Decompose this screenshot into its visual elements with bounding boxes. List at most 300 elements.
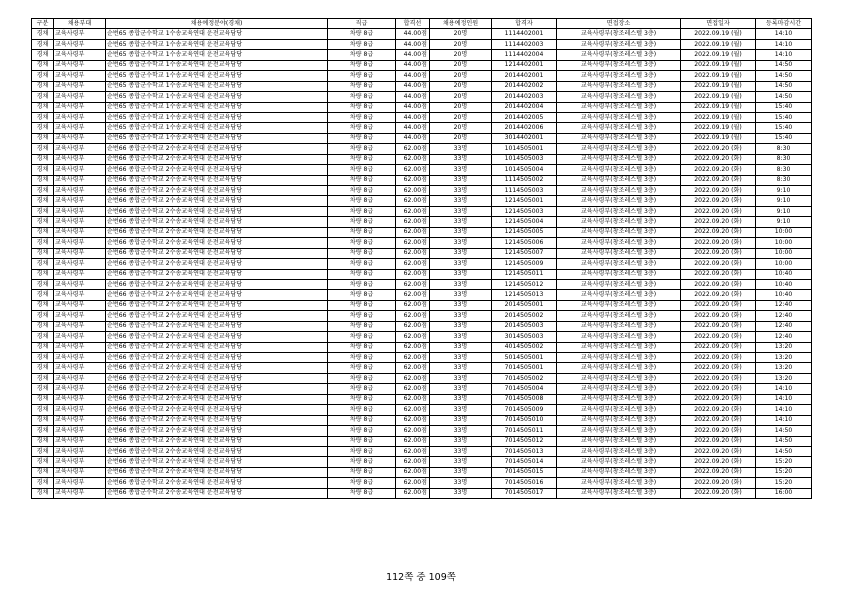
cell-applicant-id: 1014505004 (492, 165, 557, 175)
cell-grade: 차량 8급 (328, 363, 396, 373)
cell-registration-deadline: 12:40 (756, 321, 812, 331)
cell-registration-deadline: 14:50 (756, 92, 812, 102)
cell-registration-deadline: 13:20 (756, 373, 812, 383)
cell-unit: 교육사령부 (54, 394, 106, 404)
cell-applicant-id: 7014505011 (492, 426, 557, 436)
cell-applicant-id: 7014505009 (492, 405, 557, 415)
cell-planned-count: 33명 (430, 467, 492, 477)
cell-field: 순번66 종합군수학교 2수송교육연대 운전교육담당 (106, 300, 328, 310)
cell-interview-location: 교육사령부(창조레스텔 3층) (557, 165, 681, 175)
cell-unit: 교육사령부 (54, 446, 106, 456)
cell-type: 경채 (32, 217, 54, 227)
cell-field: 순번66 종합군수학교 2수송교육연대 운전교육담당 (106, 165, 328, 175)
header-interview-location: 면접장소 (557, 19, 681, 29)
cell-cutoff: 62.00점 (396, 436, 430, 446)
table-row (32, 332, 812, 342)
cell-applicant-id: 2014402003 (492, 92, 557, 102)
cell-unit: 교육사령부 (54, 415, 106, 425)
cell-interview-date: 2022.09.20 (화) (681, 154, 756, 164)
cell-planned-count: 33명 (430, 415, 492, 425)
cell-interview-date: 2022.09.19 (월) (681, 50, 756, 60)
cell-grade: 차량 8급 (328, 259, 396, 269)
cell-applicant-id: 2014402005 (492, 112, 557, 122)
cell-type: 경채 (32, 332, 54, 342)
cell-interview-date: 2022.09.20 (화) (681, 248, 756, 258)
table-header-row (32, 19, 812, 29)
cell-interview-location: 교육사령부(창조레스텔 3층) (557, 186, 681, 196)
cell-type: 경채 (32, 353, 54, 363)
cell-cutoff: 44.00점 (396, 102, 430, 112)
cell-type: 경채 (32, 196, 54, 206)
cell-registration-deadline: 14:10 (756, 29, 812, 39)
cell-planned-count: 20명 (430, 123, 492, 133)
cell-grade: 차량 8급 (328, 39, 396, 49)
cell-interview-location: 교육사령부(창조레스텔 3층) (557, 446, 681, 456)
cell-interview-date: 2022.09.20 (화) (681, 144, 756, 154)
cell-planned-count: 33명 (430, 227, 492, 237)
table-row (32, 29, 812, 39)
cell-field: 순번66 종합군수학교 2수송교육연대 운전교육담당 (106, 248, 328, 258)
cell-interview-date: 2022.09.20 (화) (681, 186, 756, 196)
cell-interview-date: 2022.09.20 (화) (681, 196, 756, 206)
cell-grade: 차량 8급 (328, 186, 396, 196)
cell-interview-location: 교육사령부(창조레스텔 3층) (557, 217, 681, 227)
cell-type: 경채 (32, 186, 54, 196)
cell-planned-count: 33명 (430, 259, 492, 269)
table-row (32, 175, 812, 185)
cell-interview-date: 2022.09.20 (화) (681, 290, 756, 300)
cell-field: 순번66 종합군수학교 2수송교육연대 운전교육담당 (106, 384, 328, 394)
cell-interview-date: 2022.09.20 (화) (681, 332, 756, 342)
cell-applicant-id: 2014505003 (492, 321, 557, 331)
cell-field: 순번66 종합군수학교 2수송교육연대 운전교육담당 (106, 279, 328, 289)
cell-grade: 차량 8급 (328, 60, 396, 70)
cell-applicant-id: 2014402006 (492, 123, 557, 133)
table-row (32, 227, 812, 237)
cell-field: 순번65 종합군수학교 1수송교육연대 운전교육담당 (106, 112, 328, 122)
cell-applicant-id: 1114402003 (492, 39, 557, 49)
cell-registration-deadline: 12:40 (756, 300, 812, 310)
cell-type: 경채 (32, 290, 54, 300)
cell-unit: 교육사령부 (54, 81, 106, 91)
cell-grade: 차량 8급 (328, 71, 396, 81)
header-type: 구분 (32, 19, 54, 29)
cell-interview-date: 2022.09.20 (화) (681, 217, 756, 227)
cell-interview-date: 2022.09.20 (화) (681, 321, 756, 331)
cell-cutoff: 62.00점 (396, 457, 430, 467)
cell-registration-deadline: 15:20 (756, 457, 812, 467)
cell-planned-count: 33명 (430, 154, 492, 164)
cell-unit: 교육사령부 (54, 133, 106, 143)
cell-field: 순번66 종합군수학교 2수송교육연대 운전교육담당 (106, 415, 328, 425)
cell-type: 경채 (32, 206, 54, 216)
header-planned-count: 채용예정인원 (430, 19, 492, 29)
cell-applicant-id: 1214505012 (492, 279, 557, 289)
cell-type: 경채 (32, 373, 54, 383)
cell-interview-date: 2022.09.20 (화) (681, 478, 756, 488)
cell-applicant-id: 7014505001 (492, 363, 557, 373)
cell-interview-location: 교육사령부(창조레스텔 3층) (557, 415, 681, 425)
cell-unit: 교육사령부 (54, 405, 106, 415)
cell-applicant-id: 1114402001 (492, 29, 557, 39)
cell-planned-count: 20명 (430, 102, 492, 112)
cell-interview-location: 교육사령부(창조레스텔 3층) (557, 279, 681, 289)
cell-unit: 교육사령부 (54, 154, 106, 164)
cell-unit: 교육사령부 (54, 311, 106, 321)
cell-field: 순번66 종합군수학교 2수송교육연대 운전교육담당 (106, 363, 328, 373)
cell-interview-date: 2022.09.20 (화) (681, 467, 756, 477)
cell-field: 순번66 종합군수학교 2수송교육연대 운전교육담당 (106, 290, 328, 300)
cell-type: 경채 (32, 81, 54, 91)
cell-type: 경채 (32, 248, 54, 258)
cell-cutoff: 44.00점 (396, 112, 430, 122)
cell-interview-date: 2022.09.20 (화) (681, 488, 756, 498)
cell-grade: 차량 8급 (328, 29, 396, 39)
cell-registration-deadline: 10:00 (756, 227, 812, 237)
cell-grade: 차량 8급 (328, 426, 396, 436)
cell-registration-deadline: 14:50 (756, 426, 812, 436)
cell-cutoff: 44.00점 (396, 39, 430, 49)
cell-interview-date: 2022.09.20 (화) (681, 446, 756, 456)
cell-interview-location: 교육사령부(창조레스텔 3층) (557, 394, 681, 404)
cell-cutoff: 62.00점 (396, 206, 430, 216)
cell-type: 경채 (32, 39, 54, 49)
cell-cutoff: 62.00점 (396, 196, 430, 206)
cell-field: 순번65 종합군수학교 1수송교육연대 운전교육담당 (106, 81, 328, 91)
cell-registration-deadline: 14:50 (756, 71, 812, 81)
cell-interview-date: 2022.09.20 (화) (681, 426, 756, 436)
cell-grade: 차량 8급 (328, 436, 396, 446)
cell-grade: 차량 8급 (328, 353, 396, 363)
page-number: 112쪽 중 109쪽 (386, 572, 456, 583)
cell-cutoff: 62.00점 (396, 144, 430, 154)
cell-grade: 차량 8급 (328, 373, 396, 383)
cell-type: 경채 (32, 467, 54, 477)
cell-interview-location: 교육사령부(창조레스텔 3층) (557, 144, 681, 154)
cell-interview-date: 2022.09.20 (화) (681, 342, 756, 352)
cell-unit: 교육사령부 (54, 426, 106, 436)
cell-type: 경채 (32, 259, 54, 269)
cell-type: 경채 (32, 133, 54, 143)
cell-type: 경채 (32, 165, 54, 175)
cell-field: 순번66 종합군수학교 2수송교육연대 운전교육담당 (106, 206, 328, 216)
cell-grade: 차량 8급 (328, 165, 396, 175)
cell-registration-deadline: 9:10 (756, 206, 812, 216)
cell-registration-deadline: 10:40 (756, 269, 812, 279)
cell-unit: 교육사령부 (54, 92, 106, 102)
cell-type: 경채 (32, 71, 54, 81)
cell-grade: 차량 8급 (328, 175, 396, 185)
cell-cutoff: 62.00점 (396, 269, 430, 279)
cell-registration-deadline: 14:10 (756, 39, 812, 49)
table-row (32, 238, 812, 248)
cell-unit: 교육사령부 (54, 123, 106, 133)
table-row (32, 405, 812, 415)
cell-planned-count: 33명 (430, 290, 492, 300)
cell-field: 순번66 종합군수학교 2수송교육연대 운전교육담당 (106, 154, 328, 164)
cell-planned-count: 33명 (430, 332, 492, 342)
cell-planned-count: 33명 (430, 342, 492, 352)
table-row (32, 363, 812, 373)
cell-planned-count: 20명 (430, 133, 492, 143)
cell-interview-date: 2022.09.19 (월) (681, 123, 756, 133)
cell-field: 순번65 종합군수학교 1수송교육연대 운전교육담당 (106, 29, 328, 39)
table-row (32, 488, 812, 498)
table-row (32, 478, 812, 488)
cell-interview-date: 2022.09.20 (화) (681, 165, 756, 175)
table-row (32, 311, 812, 321)
cell-grade: 차량 8급 (328, 478, 396, 488)
cell-registration-deadline: 15:40 (756, 112, 812, 122)
cell-unit: 교육사령부 (54, 238, 106, 248)
cell-interview-date: 2022.09.20 (화) (681, 353, 756, 363)
cell-applicant-id: 7014505013 (492, 446, 557, 456)
cell-unit: 교육사령부 (54, 39, 106, 49)
cell-type: 경채 (32, 426, 54, 436)
cell-unit: 교육사령부 (54, 29, 106, 39)
cell-field: 순번66 종합군수학교 2수송교육연대 운전교육담당 (106, 457, 328, 467)
table-row (32, 457, 812, 467)
cell-grade: 차량 8급 (328, 311, 396, 321)
cell-unit: 교육사령부 (54, 60, 106, 70)
cell-planned-count: 33명 (430, 217, 492, 227)
cell-planned-count: 33명 (430, 436, 492, 446)
table-row (32, 415, 812, 425)
table-row (32, 248, 812, 258)
cell-applicant-id: 2014505002 (492, 311, 557, 321)
cell-unit: 교육사령부 (54, 457, 106, 467)
table-row (32, 165, 812, 175)
table-row (32, 133, 812, 143)
cell-field: 순번66 종합군수학교 2수송교육연대 운전교육담당 (106, 196, 328, 206)
cell-grade: 차량 8급 (328, 248, 396, 258)
cell-applicant-id: 1114505002 (492, 175, 557, 185)
cell-applicant-id: 7014505014 (492, 457, 557, 467)
cell-grade: 차량 8급 (328, 405, 396, 415)
cell-type: 경채 (32, 321, 54, 331)
cell-grade: 차량 8급 (328, 332, 396, 342)
cell-unit: 교육사령부 (54, 290, 106, 300)
cell-interview-location: 교육사령부(창조레스텔 3층) (557, 290, 681, 300)
cell-type: 경채 (32, 436, 54, 446)
cell-interview-date: 2022.09.20 (화) (681, 311, 756, 321)
cell-planned-count: 33명 (430, 311, 492, 321)
cell-interview-location: 교육사령부(창조레스텔 3층) (557, 29, 681, 39)
cell-unit: 교육사령부 (54, 50, 106, 60)
cell-type: 경채 (32, 269, 54, 279)
cell-interview-location: 교육사령부(창조레스텔 3층) (557, 269, 681, 279)
cell-grade: 차량 8급 (328, 123, 396, 133)
cell-grade: 차량 8급 (328, 384, 396, 394)
cell-interview-location: 교육사령부(창조레스텔 3층) (557, 332, 681, 342)
cell-registration-deadline: 10:00 (756, 259, 812, 269)
cell-cutoff: 62.00점 (396, 290, 430, 300)
cell-applicant-id: 1014505003 (492, 154, 557, 164)
cell-registration-deadline: 14:10 (756, 405, 812, 415)
cell-registration-deadline: 8:30 (756, 175, 812, 185)
table-row (32, 353, 812, 363)
cell-registration-deadline: 10:40 (756, 290, 812, 300)
cell-registration-deadline: 12:40 (756, 311, 812, 321)
cell-registration-deadline: 10:00 (756, 238, 812, 248)
cell-cutoff: 44.00점 (396, 92, 430, 102)
table-row (32, 217, 812, 227)
cell-unit: 교육사령부 (54, 384, 106, 394)
cell-interview-location: 교육사령부(창조레스텔 3층) (557, 102, 681, 112)
cell-unit: 교육사령부 (54, 478, 106, 488)
cell-type: 경채 (32, 478, 54, 488)
cell-type: 경채 (32, 112, 54, 122)
cell-cutoff: 62.00점 (396, 415, 430, 425)
cell-unit: 교육사령부 (54, 467, 106, 477)
cell-interview-date: 2022.09.19 (월) (681, 29, 756, 39)
cell-interview-location: 교육사령부(창조레스텔 3층) (557, 342, 681, 352)
cell-planned-count: 20명 (430, 112, 492, 122)
cell-interview-location: 교육사령부(창조레스텔 3층) (557, 175, 681, 185)
cell-grade: 차량 8급 (328, 50, 396, 60)
cell-unit: 교육사령부 (54, 227, 106, 237)
cell-type: 경채 (32, 238, 54, 248)
cell-applicant-id: 1214505013 (492, 290, 557, 300)
cell-interview-location: 교육사령부(창조레스텔 3층) (557, 196, 681, 206)
cell-interview-date: 2022.09.20 (화) (681, 175, 756, 185)
cell-registration-deadline: 10:40 (756, 279, 812, 289)
cell-planned-count: 33명 (430, 186, 492, 196)
cell-grade: 차량 8급 (328, 300, 396, 310)
cell-unit: 교육사령부 (54, 196, 106, 206)
cell-type: 경채 (32, 60, 54, 70)
cell-unit: 교육사령부 (54, 332, 106, 342)
cell-registration-deadline: 13:20 (756, 363, 812, 373)
table-row (32, 259, 812, 269)
cell-planned-count: 33명 (430, 300, 492, 310)
cell-registration-deadline: 15:20 (756, 478, 812, 488)
cell-type: 경채 (32, 144, 54, 154)
cell-interview-date: 2022.09.20 (화) (681, 436, 756, 446)
cell-applicant-id: 2014402001 (492, 71, 557, 81)
cell-interview-location: 교육사령부(창조레스텔 3층) (557, 363, 681, 373)
cell-planned-count: 20명 (430, 39, 492, 49)
cell-interview-date: 2022.09.19 (월) (681, 60, 756, 70)
cell-field: 순번66 종합군수학교 2수송교육연대 운전교육담당 (106, 144, 328, 154)
cell-registration-deadline: 8:30 (756, 154, 812, 164)
cell-interview-location: 교육사령부(창조레스텔 3층) (557, 50, 681, 60)
cell-field: 순번66 종합군수학교 2수송교육연대 운전교육담당 (106, 238, 328, 248)
cell-planned-count: 33명 (430, 373, 492, 383)
cell-field: 순번66 종합군수학교 2수송교육연대 운전교육담당 (106, 373, 328, 383)
cell-interview-location: 교육사령부(창조레스텔 3층) (557, 311, 681, 321)
cell-interview-date: 2022.09.19 (월) (681, 81, 756, 91)
cell-type: 경채 (32, 415, 54, 425)
cell-unit: 교육사령부 (54, 165, 106, 175)
cell-unit: 교육사령부 (54, 321, 106, 331)
cell-planned-count: 33명 (430, 196, 492, 206)
cell-type: 경채 (32, 175, 54, 185)
cell-interview-location: 교육사령부(창조레스텔 3층) (557, 71, 681, 81)
cell-interview-location: 교육사령부(창조레스텔 3층) (557, 81, 681, 91)
cell-interview-date: 2022.09.20 (화) (681, 373, 756, 383)
cell-registration-deadline: 14:10 (756, 384, 812, 394)
cell-interview-date: 2022.09.20 (화) (681, 415, 756, 425)
cell-type: 경채 (32, 311, 54, 321)
cell-applicant-id: 7014505012 (492, 436, 557, 446)
cell-planned-count: 33명 (430, 269, 492, 279)
cell-cutoff: 62.00점 (396, 363, 430, 373)
cell-cutoff: 62.00점 (396, 321, 430, 331)
cell-interview-date: 2022.09.20 (화) (681, 363, 756, 373)
cell-interview-date: 2022.09.20 (화) (681, 279, 756, 289)
cell-planned-count: 33명 (430, 405, 492, 415)
cell-interview-date: 2022.09.20 (화) (681, 227, 756, 237)
cell-registration-deadline: 15:40 (756, 123, 812, 133)
cell-unit: 교육사령부 (54, 112, 106, 122)
cell-unit: 교육사령부 (54, 342, 106, 352)
cell-planned-count: 33명 (430, 457, 492, 467)
cell-cutoff: 62.00점 (396, 227, 430, 237)
header-interview-date: 면접일자 (681, 19, 756, 29)
cell-field: 순번66 종합군수학교 2수송교육연대 운전교육담당 (106, 342, 328, 352)
cell-cutoff: 44.00점 (396, 133, 430, 143)
cell-grade: 차량 8급 (328, 467, 396, 477)
cell-interview-location: 교육사령부(창조레스텔 3층) (557, 426, 681, 436)
cell-applicant-id: 7014505010 (492, 415, 557, 425)
cell-type: 경채 (32, 384, 54, 394)
cell-interview-date: 2022.09.20 (화) (681, 394, 756, 404)
table-row (32, 60, 812, 70)
cell-unit: 교육사령부 (54, 373, 106, 383)
cell-unit: 교육사령부 (54, 269, 106, 279)
cell-type: 경채 (32, 394, 54, 404)
cell-applicant-id: 1214505011 (492, 269, 557, 279)
cell-planned-count: 33명 (430, 206, 492, 216)
cell-applicant-id: 1014505001 (492, 144, 557, 154)
cell-interview-location: 교육사령부(창조레스텔 3층) (557, 60, 681, 70)
cell-interview-date: 2022.09.20 (화) (681, 269, 756, 279)
cell-applicant-id: 1114402004 (492, 50, 557, 60)
cell-registration-deadline: 14:50 (756, 60, 812, 70)
cell-interview-location: 교육사령부(창조레스텔 3층) (557, 112, 681, 122)
cell-registration-deadline: 14:10 (756, 415, 812, 425)
cell-grade: 차량 8급 (328, 415, 396, 425)
cell-interview-location: 교육사령부(창조레스텔 3층) (557, 457, 681, 467)
table-row (32, 269, 812, 279)
cell-cutoff: 62.00점 (396, 467, 430, 477)
cell-grade: 차량 8급 (328, 227, 396, 237)
cell-interview-location: 교육사령부(창조레스텔 3층) (557, 259, 681, 269)
table-row (32, 206, 812, 216)
cell-field: 순번66 종합군수학교 2수송교육연대 운전교육담당 (106, 446, 328, 456)
cell-cutoff: 62.00점 (396, 248, 430, 258)
cell-applicant-id: 1114505003 (492, 186, 557, 196)
cell-planned-count: 33명 (430, 384, 492, 394)
cell-applicant-id: 7014505004 (492, 384, 557, 394)
cell-applicant-id: 1214505007 (492, 248, 557, 258)
cell-cutoff: 62.00점 (396, 332, 430, 342)
cell-cutoff: 62.00점 (396, 217, 430, 227)
cell-unit: 교육사령부 (54, 248, 106, 258)
cell-applicant-id: 1214505009 (492, 259, 557, 269)
cell-interview-location: 교육사령부(창조레스텔 3층) (557, 248, 681, 258)
cell-unit: 교육사령부 (54, 300, 106, 310)
cell-registration-deadline: 15:20 (756, 467, 812, 477)
cell-interview-date: 2022.09.19 (월) (681, 71, 756, 81)
cell-field: 순번66 종합군수학교 2수송교육연대 운전교육담당 (106, 217, 328, 227)
cell-applicant-id: 1214505003 (492, 206, 557, 216)
cell-applicant-id: 2014402004 (492, 102, 557, 112)
cell-type: 경채 (32, 457, 54, 467)
cell-planned-count: 33명 (430, 478, 492, 488)
cell-field: 순번66 종합군수학교 2수송교육연대 운전교육담당 (106, 467, 328, 477)
